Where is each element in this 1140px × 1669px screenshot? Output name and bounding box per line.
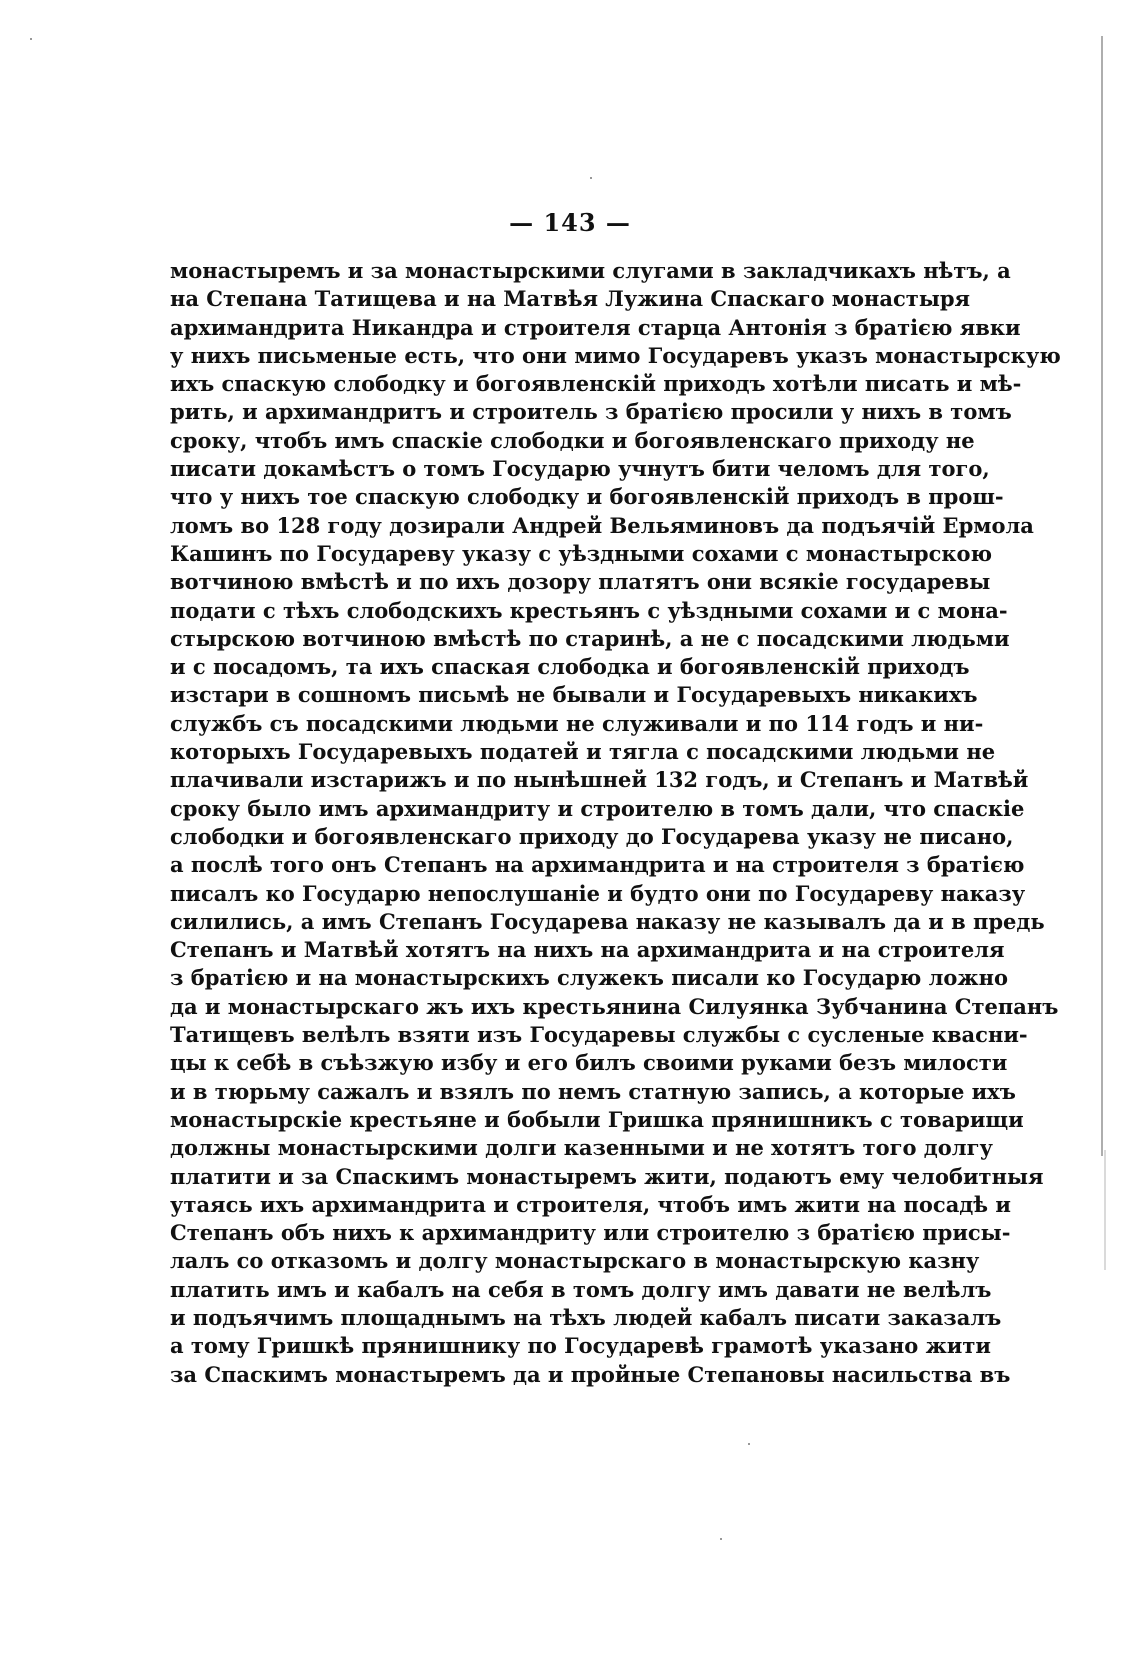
text-line: ихъ спаскую слободку и богоявленскій приходъ хотѣли писать и мѣ- xyxy=(170,371,1022,397)
text-line: изстари в сошномъ письмѣ не бывали и Государевыхъ никакихъ xyxy=(170,682,978,708)
text-line: архимандрита Никандра и строителя старца Антонія з братією явки xyxy=(170,314,1021,340)
text-line: сроку, чтобъ имъ спаскіе слободки и богоявленскаго приходу не xyxy=(170,427,975,453)
text-line: вотчиною вмѣстѣ и по ихъ дозору платятъ они всякіе государевы xyxy=(170,569,991,595)
text-line: да и монастырскаго жъ ихъ крестьянина Силуянка Зубчанина Степанъ xyxy=(170,993,1059,1019)
text-line: Степанъ и Матвѣй хотятъ на нихъ на архимандрита и на строителя xyxy=(170,937,1005,963)
text-line: на Степана Татищева и на Матвѣя Лужина Спаскаго монастыря xyxy=(170,286,971,312)
text-line: писалъ ко Государю непослушаніе и будто они по Государеву наказу xyxy=(170,880,1026,906)
text-line: платити и за Спаскимъ монастыремъ жити, подаютъ ему челобитныя xyxy=(170,1163,1044,1189)
print-speck xyxy=(590,177,592,179)
text-line: писати докамѣстъ о томъ Государю учнутъ бити челомъ для того, xyxy=(170,456,990,482)
text-line: монастырскіе крестьяне и бобыли Гришка прянишникъ с товарищи xyxy=(170,1106,1024,1132)
text-line: плачивали изстарижъ и по нынѣшней 132 годъ, и Степанъ и Матвѣй xyxy=(170,767,1029,793)
text-line: что у нихъ тое спаскую слободку и богоявленскій приходъ в прош- xyxy=(170,484,1004,510)
text-line: цы к себѣ в съѣзжую избу и его билъ своими руками безъ милости xyxy=(170,1050,1008,1076)
text-line: рить, и архимандритъ и строитель з братією просили у нихъ в томъ xyxy=(170,399,1012,425)
text-line: слободки и богоявленскаго приходу до Государева указу не писано, xyxy=(170,823,1014,849)
print-speck xyxy=(748,1443,750,1445)
text-line: з братією и на монастырскихъ служекъ писали ко Государю ложно xyxy=(170,965,1009,991)
text-line: у нихъ письменые есть, что они мимо Государевъ указъ монастырскую xyxy=(170,342,1061,368)
text-line: должны монастырскими долги казенными и не хотятъ того долгу xyxy=(170,1135,993,1161)
page-number: — 143 — xyxy=(509,208,631,237)
text-line: за Спаскимъ монастыремъ да и пройные Степановы насильства въ xyxy=(170,1361,1011,1387)
text-line: и в тюрьму сажалъ и взялъ по немъ статную запись, а которые ихъ xyxy=(170,1078,1016,1104)
text-line: Кашинъ по Государеву указу с уѣздными сохами с монастырскою xyxy=(170,540,993,566)
text-line: ломъ во 128 году дозирали Андрей Вельяминовъ да подъячій Ермола xyxy=(170,512,1034,538)
text-line: утаясь ихъ архимандрита и строителя, чтобъ имъ жити на посадѣ и xyxy=(170,1191,1011,1217)
text-line: и подъячимъ площаднымъ на тѣхъ людей кабалъ писати заказалъ xyxy=(170,1304,1002,1330)
print-speck xyxy=(720,1538,722,1540)
text-line: монастыремъ и за монастырскими слугами в закладчикахъ нѣтъ, а xyxy=(170,258,1011,283)
text-line: платить имъ и кабалъ на себя в томъ долгу имъ давати не велѣлъ xyxy=(170,1276,992,1302)
text-line: стырскою вотчиною вмѣстѣ по старинѣ, а не с посадскими людьми xyxy=(170,625,1010,651)
text-line: подати с тѣхъ слободскихъ крестьянъ с уѣздными сохами и с мона- xyxy=(170,597,1008,623)
page-edge-shadow xyxy=(1101,36,1103,1156)
text-line: которыхъ Государевыхъ податей и тягла с посадскими людьми не xyxy=(170,739,996,765)
print-speck xyxy=(30,38,32,40)
text-line: и с посадомъ, та ихъ спаская слободка и богоявленскій приходъ xyxy=(170,654,970,680)
text-line: службъ съ посадскими людьми не служивали и по 114 годъ и ни- xyxy=(170,710,984,736)
page-edge-shadow-lower xyxy=(1104,1150,1106,1270)
body-text xyxy=(170,257,1061,1389)
text-line: Степанъ объ нихъ к архимандриту или строителю з братією присы- xyxy=(170,1220,1011,1246)
text-line: силились, а имъ Степанъ Государева наказу не казывалъ да и в предь xyxy=(170,908,1045,934)
text-line: сроку было имъ архимандриту и строителю в томъ дали, что спаскіе xyxy=(170,795,1025,821)
text-line: лалъ со отказомъ и долгу монастырскаго в монастырскую казну xyxy=(170,1248,980,1274)
text-line: Татищевъ велѣлъ взяти изъ Государевы службы с сусленые квасни- xyxy=(170,1022,1028,1048)
text-line: а послѣ того онъ Степанъ на архимандрита и на строителя з братією xyxy=(170,852,1025,878)
text-line: а тому Гришкѣ прянишнику по Государевѣ грамотѣ указано жити xyxy=(170,1333,991,1359)
